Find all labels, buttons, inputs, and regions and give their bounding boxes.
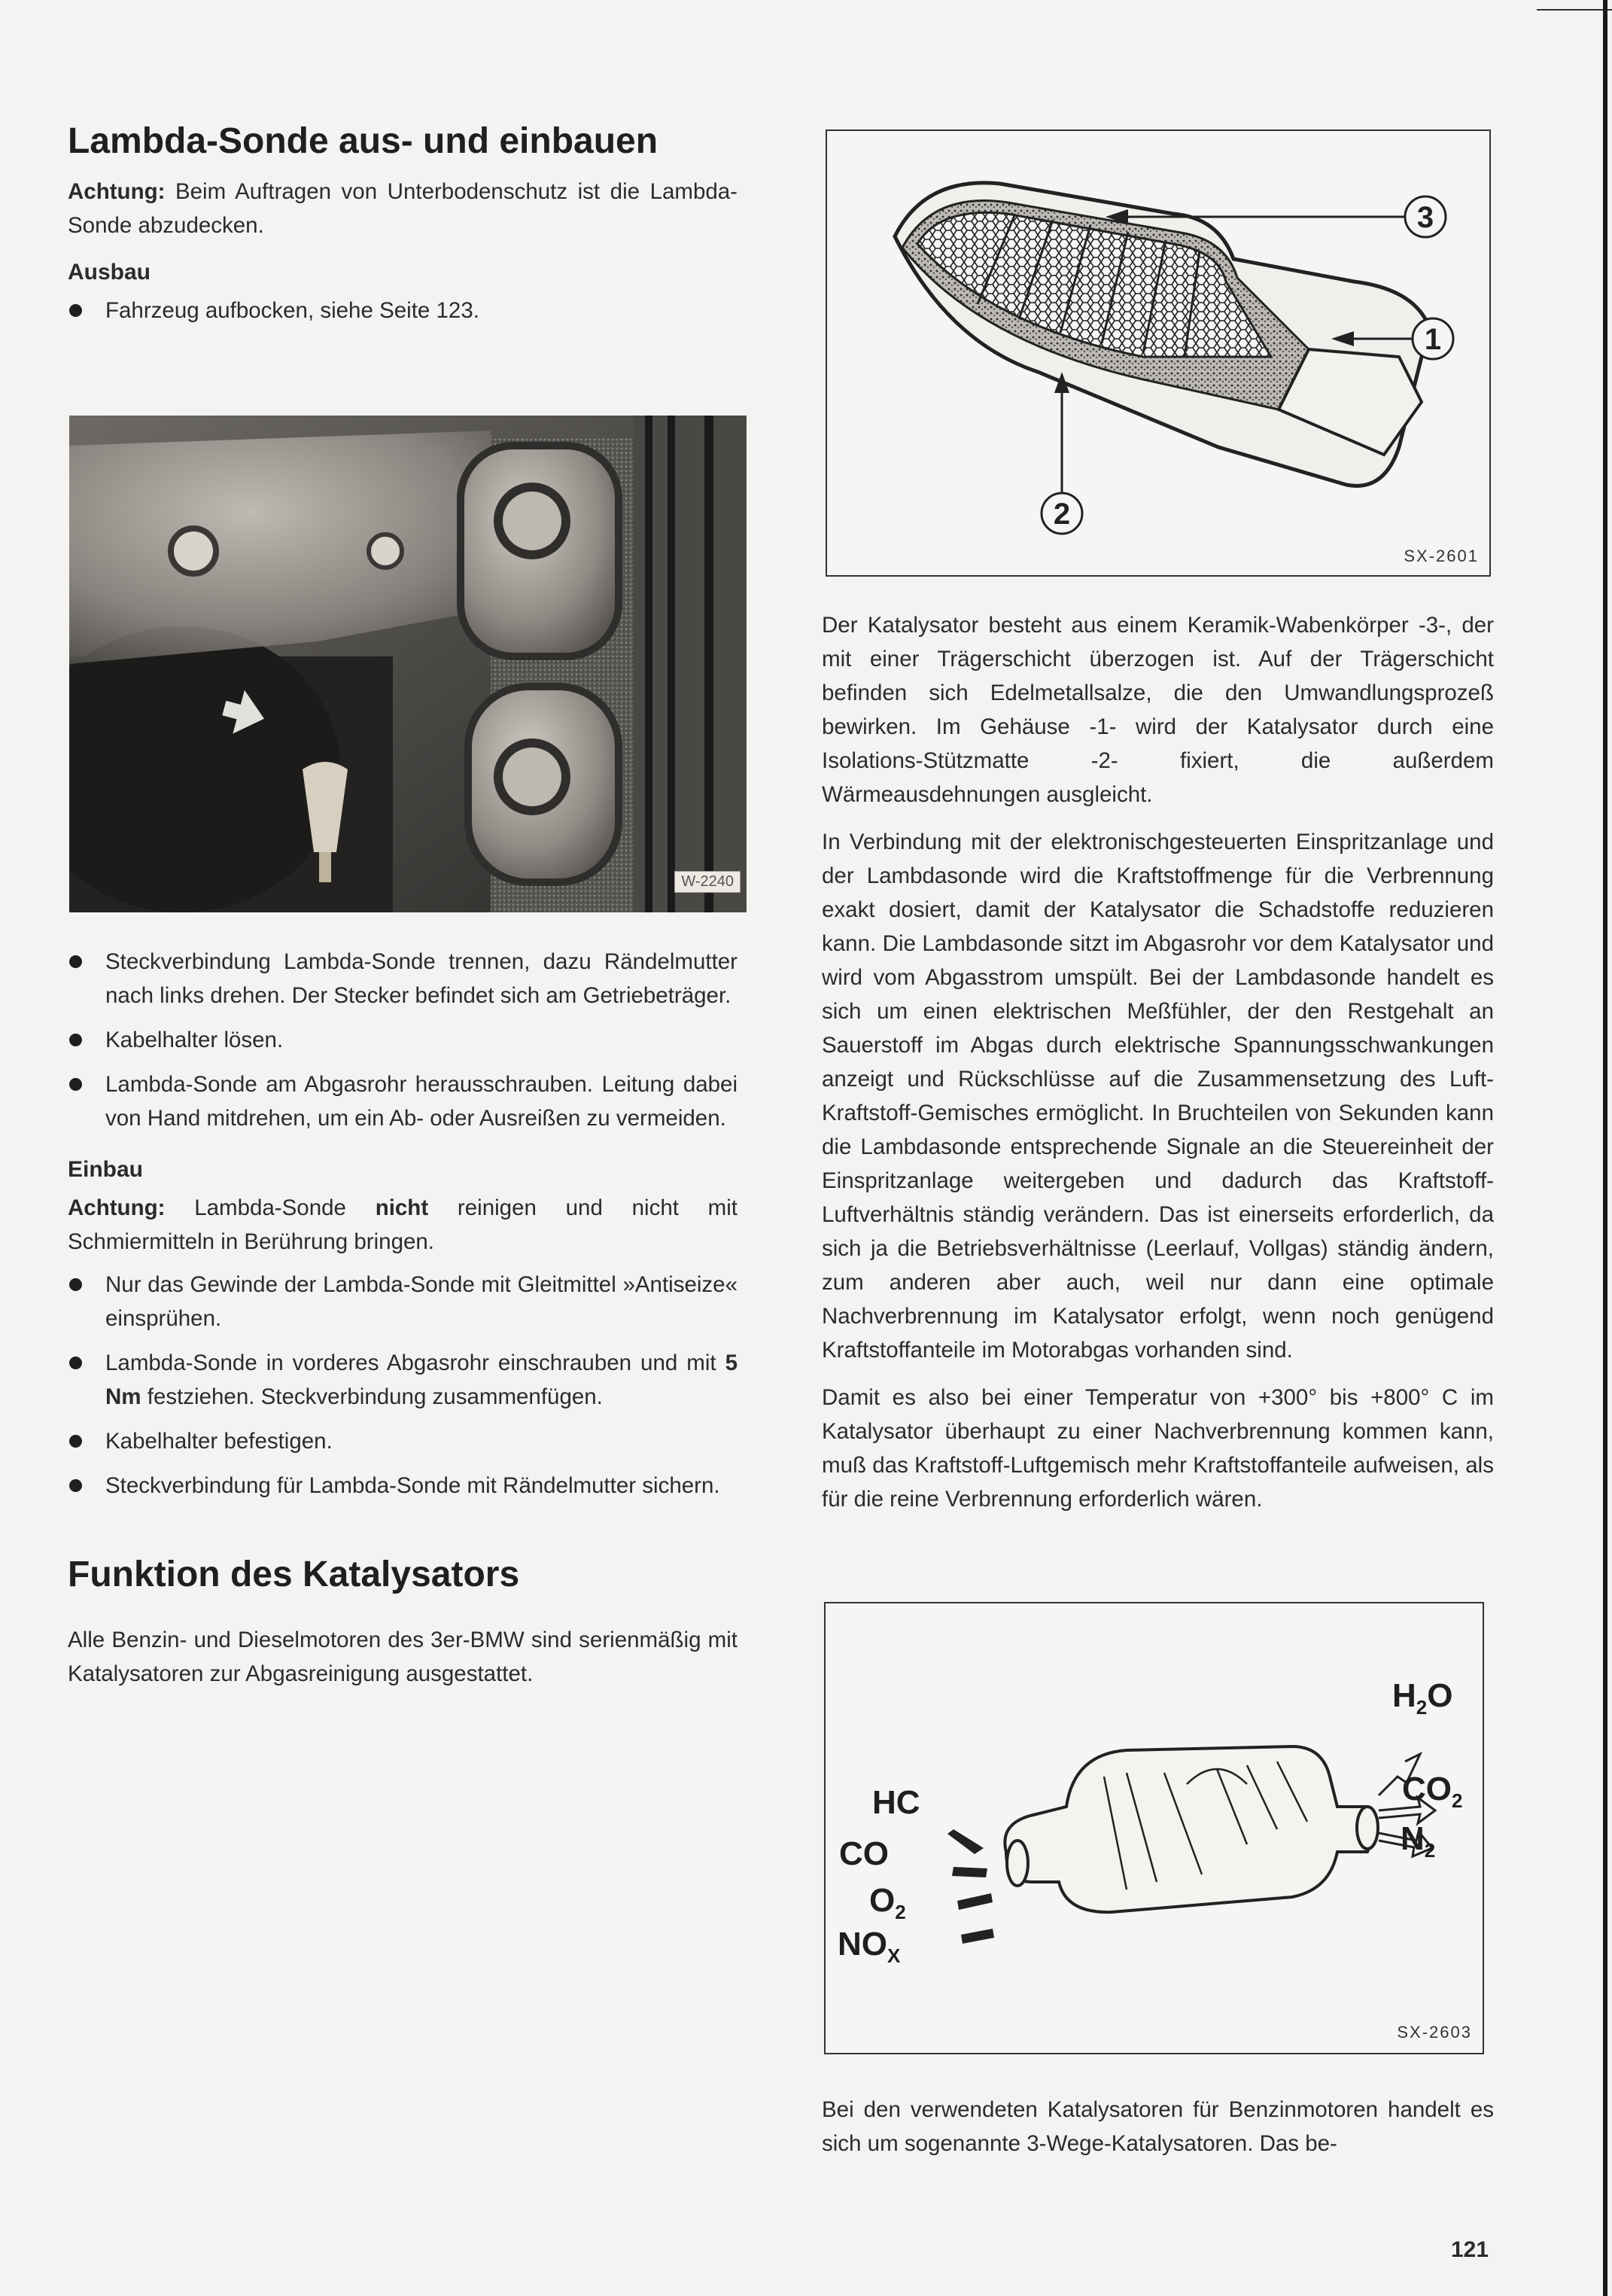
- top-edge-line: [1537, 9, 1612, 11]
- install-step: Steckverbindung für Lambda-Sonde mit Rändelmutter sichern.: [68, 1469, 738, 1503]
- label-nox: [838, 1926, 900, 1968]
- warning-text: Beim Auftragen von Unterbodenschutz ist die Lambda-Sonde abzudecken.: [68, 179, 738, 238]
- left-column-lower: [68, 945, 738, 1691]
- photo-label: W-2240: [674, 871, 741, 893]
- label-nox-subscript: X: [887, 1944, 901, 1967]
- label-o2-symbol: O: [869, 1882, 896, 1919]
- intro-paragraph: Alle Benzin- und Dieselmotoren des 3er-BMW sind serienmäßig mit Katalysatoren zur Abgasreinigung ausgestattet.: [68, 1628, 738, 1686]
- engine-photo-drawing: [69, 416, 747, 912]
- label-co: CO: [839, 1835, 889, 1872]
- section-title-lambda: Lambda-Sonde aus- und einbauen: [68, 121, 658, 161]
- install-step: Nur das Gewinde der Lambda-Sonde mit Gleitmittel »Antiseize« einsprühen.: [68, 1268, 738, 1335]
- label-o2: [869, 1882, 906, 1924]
- removal-steps: [68, 945, 738, 1135]
- figure-catalyst-cutaway: [826, 129, 1491, 577]
- ausbau-list: [68, 294, 738, 327]
- warning-underbody: [68, 175, 738, 242]
- page-edge-bar: [1603, 0, 1607, 2296]
- torque-value: 5 Nm: [105, 1350, 738, 1409]
- label-co2-subscript: 2: [1452, 1789, 1463, 1812]
- label-co2: [1402, 1771, 1462, 1813]
- engine-photo: [69, 416, 747, 912]
- label-n2: [1401, 1820, 1435, 1862]
- section-title-katalysator: Funktion des Katalysators: [68, 1555, 520, 1594]
- removal-step: Lambda-Sonde am Abgasrohr herausschrauben. Leitung dabei von Hand mitdrehen, um ein Ab- oder Ausreißen zu vermeiden.: [68, 1067, 738, 1135]
- right-column: [822, 608, 1494, 1516]
- paragraph-temperature: Damit es also bei einer Temperatur von +300° bis +800° C im Katalysator überhaupt zu einer Nachverbrennung kommen kann, muß das Kraftstoff-Luftgemisch mehr Kraftstoffanteile aufweisen, als für die reine Verbrennung erforderlich wären.: [822, 1385, 1494, 1512]
- left-column: [68, 120, 738, 327]
- removal-step: Steckverbindung Lambda-Sonde trennen, dazu Rändelmutter nach links drehen. Der Stecker befindet sich am Getriebeträger.: [68, 945, 738, 1012]
- catalyst-cutaway-drawing: [827, 131, 1489, 575]
- subheading-ausbau: Ausbau: [68, 260, 151, 285]
- label-h2o-subscript: 2: [1416, 1695, 1428, 1719]
- paragraph-lambda-function: In Verbindung mit der elektronischgesteuerten Einspritzanlage und der Lambdasonde wird die Kraftstoffmenge für die Verbrennung exakt dosiert, damit der Katalysator die Schadstoffe reduzieren kann. Die Lambdasonde sitzt im Abgasrohr vor dem Katalysator und wird vom Abgasstrom umspült. Bei der Lambdasonde handelt es sich um einen elektrischen Meßfühler, der den Restgehalt an Sauerstoff im Abgas durch elektrische Spannungsschwankungen anzeigt und Rückschlüsse auf die Zusammensetzung des Luft-Kraftstoff-Gemisches ermöglicht. In Bruchteilen von Sekunden kann die Lambdasonde entsprechende Signale an die Steuereinheit der Einspritzanlage weitergeben und dadurch das Kraftstoff-Luftverhältnis ständig verändern. Das ist einerseits erforderlich, da sich ja die Betriebsverhältnisse (Leerlauf, Vollgas) ständig ändern, zum anderen aber auch, weil nur dann eine optimale Nachverbrennung im Katalysator erfolgt, wenn noch genügend Kraftstoffanteile im Motorabgas vorhanden sind.: [822, 830, 1494, 1363]
- label-n2-symbol: N: [1401, 1820, 1425, 1857]
- label-nox-symbol: NO: [838, 1926, 887, 1963]
- install-step-text: festziehen. Steckverbindung zusammenfügen.: [141, 1384, 603, 1409]
- label-h2o-symbol: H: [1392, 1677, 1416, 1714]
- install-step: Kabelhalter befestigen.: [68, 1424, 738, 1458]
- warning-label: Achtung:: [68, 1195, 166, 1220]
- label-h2o: [1392, 1677, 1452, 1719]
- catalyst-reaction-drawing: [826, 1603, 1483, 2053]
- warning-label: Achtung:: [68, 179, 166, 204]
- page-number: 121: [1451, 2237, 1489, 2262]
- label-co2-symbol: CO: [1402, 1771, 1452, 1807]
- warning-cleaning: [68, 1191, 738, 1259]
- label-o2-subscript: 2: [895, 1900, 906, 1923]
- figure-label: SX-2603: [1397, 2023, 1472, 2042]
- warning-text: Lambda-Sonde: [165, 1195, 376, 1220]
- paragraph-catalyst-structure: Der Katalysator besteht aus einem Keramik-Wabenkörper -3-, der mit einer Trägerschicht überzogen ist. Auf der Trägerschicht befinden sich Edelmetallsalze, die den Umwandlungsprozeß bewirken. Im Gehäuse -1- wird der Katalysator durch eine Isolations-Stützmatte -2- fixiert, die außerdem Wärmeausdehnungen ausgleicht.: [822, 613, 1494, 807]
- install-step: [68, 1346, 738, 1414]
- label-hc: HC: [872, 1784, 920, 1821]
- right-column-bottom: [822, 2093, 1494, 2160]
- figure-catalyst-reaction: [824, 1602, 1484, 2054]
- removal-step: Kabelhalter lösen.: [68, 1023, 738, 1057]
- label-n2-subscript: 2: [1424, 1838, 1436, 1862]
- label-h2o-symbol: O: [1427, 1677, 1453, 1714]
- install-step-text: Lambda-Sonde in vorderes Abgasrohr einschrauben und mit: [105, 1350, 725, 1375]
- callout-2: 2: [1053, 498, 1071, 531]
- install-steps: [68, 1268, 738, 1503]
- callout-1: 1: [1424, 323, 1442, 356]
- subheading-einbau: Einbau: [68, 1157, 144, 1182]
- warning-emphasis: nicht: [375, 1195, 429, 1220]
- figure-label: SX-2601: [1404, 547, 1479, 565]
- ausbau-step: Fahrzeug aufbocken, siehe Seite 123.: [68, 294, 738, 327]
- warning-text: reinigen und nicht mit Schmiermitteln in Berührung bringen.: [68, 1195, 738, 1254]
- callout-3: 3: [1416, 201, 1434, 234]
- paragraph-3-way: Bei den verwendeten Katalysatoren für Benzinmotoren handelt es sich um sogenannte 3-Wege-Katalysatoren. Das be-: [822, 2097, 1494, 2156]
